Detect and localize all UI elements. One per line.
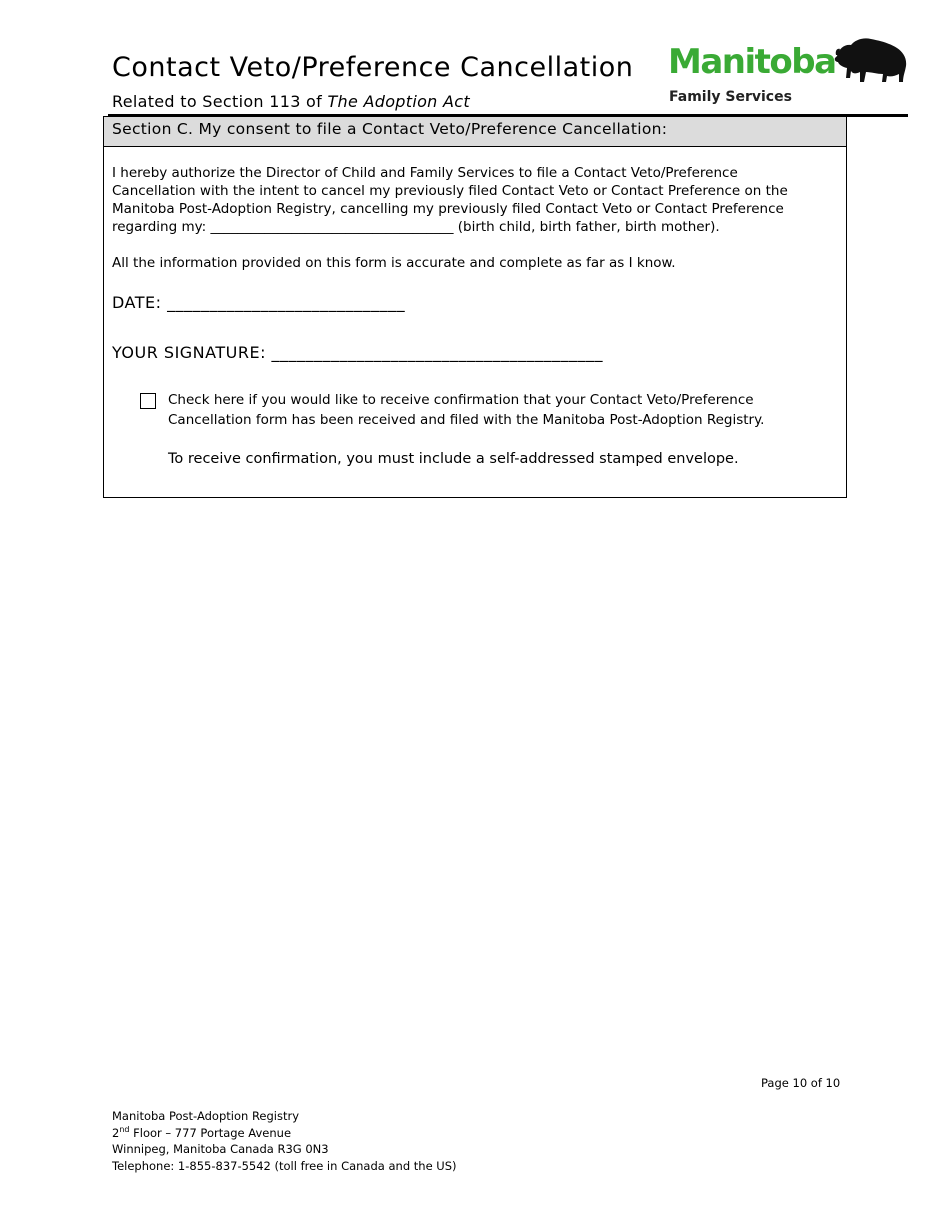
logo-wordmark: Manitoba xyxy=(668,42,836,82)
footer-street xyxy=(112,1125,457,1142)
footer-address xyxy=(112,1108,457,1174)
date-field[interactable]: DATE: ____________________________ xyxy=(112,293,406,312)
bison-icon xyxy=(833,34,909,86)
page-title: Contact Veto/Preference Cancellation xyxy=(112,52,634,83)
footer-org: Manitoba Post-Adoption Registry xyxy=(112,1109,300,1123)
confirmation-checkbox-label: Check here if you would like to receive confirmation that your Contact Veto/Preference Cancellation form has been received and filed with the Manitoba Post-Adoption Registry. xyxy=(168,392,765,428)
page-number: Page 10 of 10 xyxy=(761,1076,841,1090)
consent-section xyxy=(103,116,847,498)
section-heading: Section C. My consent to file a Contact Veto/Preference Cancellation: xyxy=(104,117,846,147)
authorization-paragraph: I hereby authorize the Director of Child and Family Services to file a Contact Veto/Preference Cancellation with the intent to cancel my previously filed Contact Veto or Contact Preference on the Manitoba Post-Adoption Registry, cancelling my previously filed Contact Veto or Contact Preference regarding my: ____________________________________ (birth child, birth father, birth mother). xyxy=(112,165,788,235)
manitoba-logo xyxy=(665,34,910,114)
envelope-note: To receive confirmation, you must include a self-addressed stamped envelope. xyxy=(168,451,739,467)
accuracy-statement: All the information provided on this form is accurate and complete as far as I know. xyxy=(112,255,676,271)
page-subtitle xyxy=(112,92,470,111)
floor-suffix: nd xyxy=(119,1124,130,1134)
footer-phone: Telephone: 1-855-837-5542 (toll free in Canada and the US) xyxy=(112,1158,457,1173)
signature-field[interactable]: YOUR SIGNATURE: _______________________________________ xyxy=(112,343,604,362)
footer-city: Winnipeg, Manitoba Canada R3G 0N3 xyxy=(112,1142,329,1156)
subtitle-prefix: Related to Section 113 of xyxy=(112,92,328,111)
act-name: The Adoption Act xyxy=(327,92,470,111)
logo-department: Family Services xyxy=(669,89,792,105)
street-address: Floor – 777 Portage Avenue xyxy=(129,1125,292,1140)
confirmation-checkbox[interactable] xyxy=(140,393,156,409)
floor-number: 2 xyxy=(112,1125,120,1140)
